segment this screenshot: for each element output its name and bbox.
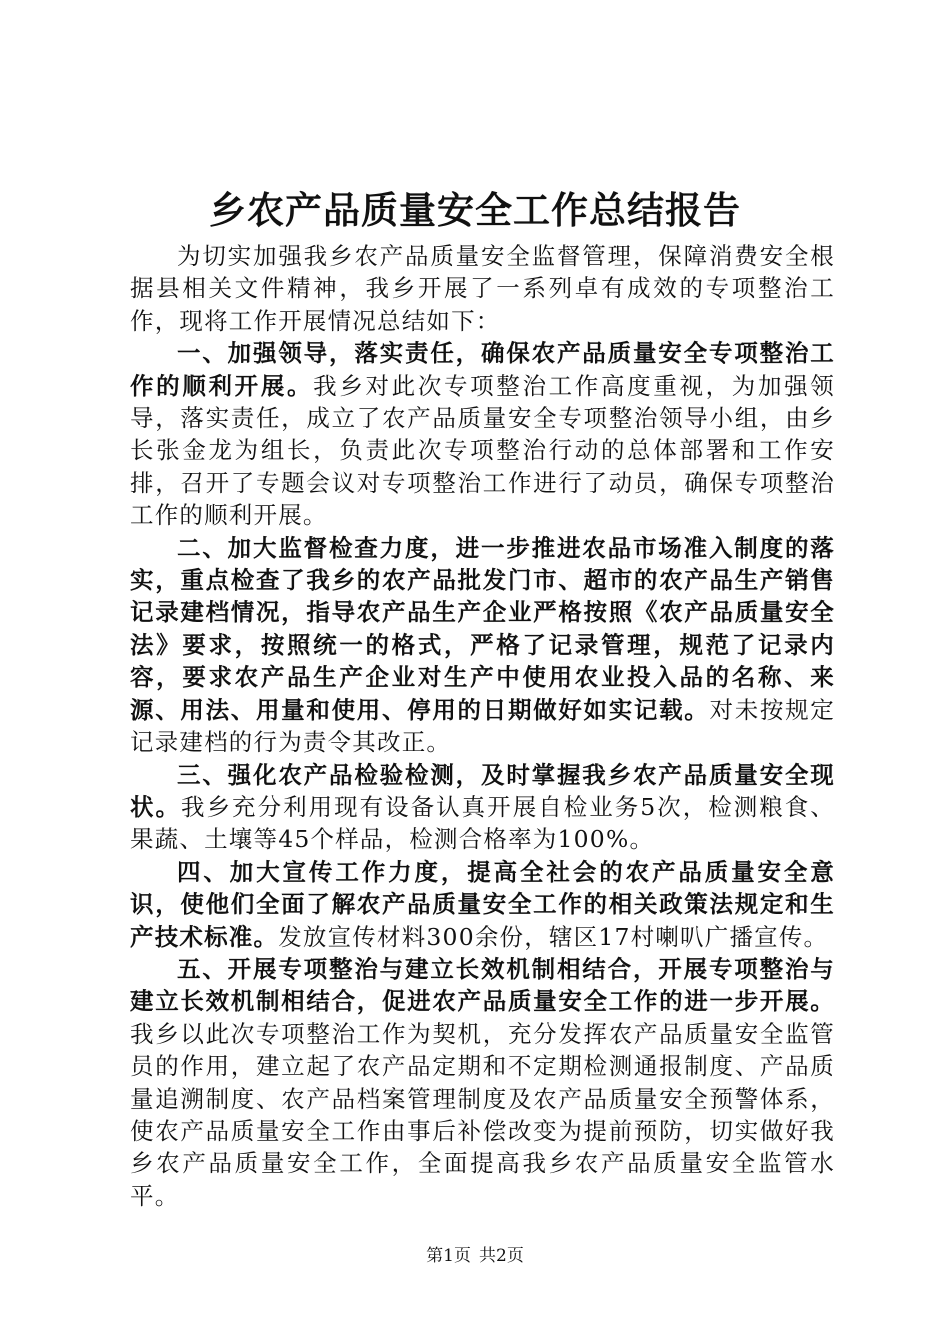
section-2-paragraph (130, 532, 835, 759)
section-3-paragraph (130, 759, 835, 856)
page-number-current: 第1页 (426, 1246, 471, 1266)
section-heading: 二、加大监督检查力度，进一步推进农品市场准入制度的落实，重点检查了我乡的农产品批发门市、超市的农产品生产销售记录建档情况，指导农产品生产企业严格按照《农产品质量安全法》要求，按照统一的格式，严格了记录管理，规范了记录内容，要求农产品生产企业对生产中使用农业投入品的名称、来源、用法、用量和使用、停用的日期做好如实记载。 (130, 533, 835, 724)
section-4-paragraph (130, 856, 835, 953)
paragraph-text: 我乡充分利用现有设备认真开展自检业务5次，检测粮食、果蔬、土壤等45个样品，检测合格率为100%。 (130, 792, 835, 854)
section-1-paragraph (130, 337, 835, 531)
intro-paragraph (130, 240, 835, 337)
section-heading: 一、加强领导，落实责任，确保农产品质量安全专项整治工作的顺利开展。 (130, 339, 835, 400)
paragraph-text: 为切实加强我乡农产品质量安全监督管理，保障消费安全根据县相关文件精神，我乡开展了一系列卓有成效的专项整治工作，现将工作开展情况总结如下： (130, 242, 835, 335)
page-number-total: 共2页 (479, 1246, 524, 1266)
paragraph-text: 我乡以此次专项整治工作为契机，充分发挥农产品质量安全监管员的作用，建立起了农产品定期和不定期检测通报制度、产品质量追溯制度、农产品档案管理制度及农产品质量安全预警体系，使农产品质量安全工作由事后补偿改变为提前预防，切实做好我乡农产品质量安全工作，全面提高我乡农产品质量安全监管水平。 (130, 1019, 835, 1210)
page-footer (0, 1244, 950, 1268)
paragraph-text: 我乡对此次专项整治工作高度重视，为加强领导，落实责任，成立了农产品质量安全专项整治领导小组，由乡长张金龙为组长，负责此次专项整治行动的总体部署和工作安排，召开了专题会议对专项整治工作进行了动员，确保专项整治工作的顺利开展。 (130, 371, 835, 530)
document-title: 乡农产品质量安全工作总结报告 (209, 188, 741, 232)
section-heading: 四、加大宣传工作力度，提高全社会的农产品质量安全意识，使他们全面了解农产品质量安全工作的相关政策法规定和生产技术标准。 (130, 857, 835, 951)
section-5-paragraph (130, 953, 835, 1212)
section-heading: 三、强化农产品检验检测，及时掌握我乡农产品质量安全现状。 (130, 760, 835, 821)
paragraph-text: 发放宣传材料300余份，辖区17村喇叭广播宣传。 (278, 922, 829, 951)
section-heading: 五、开展专项整治与建立长效机制相结合，开展专项整治与建立长效机制相结合，促进农产品质量安全工作的进一步开展。 (130, 954, 835, 1016)
document-body (130, 240, 835, 1212)
paragraph-text: 对未按规定记录建档的行为责令其改正。 (130, 695, 835, 757)
